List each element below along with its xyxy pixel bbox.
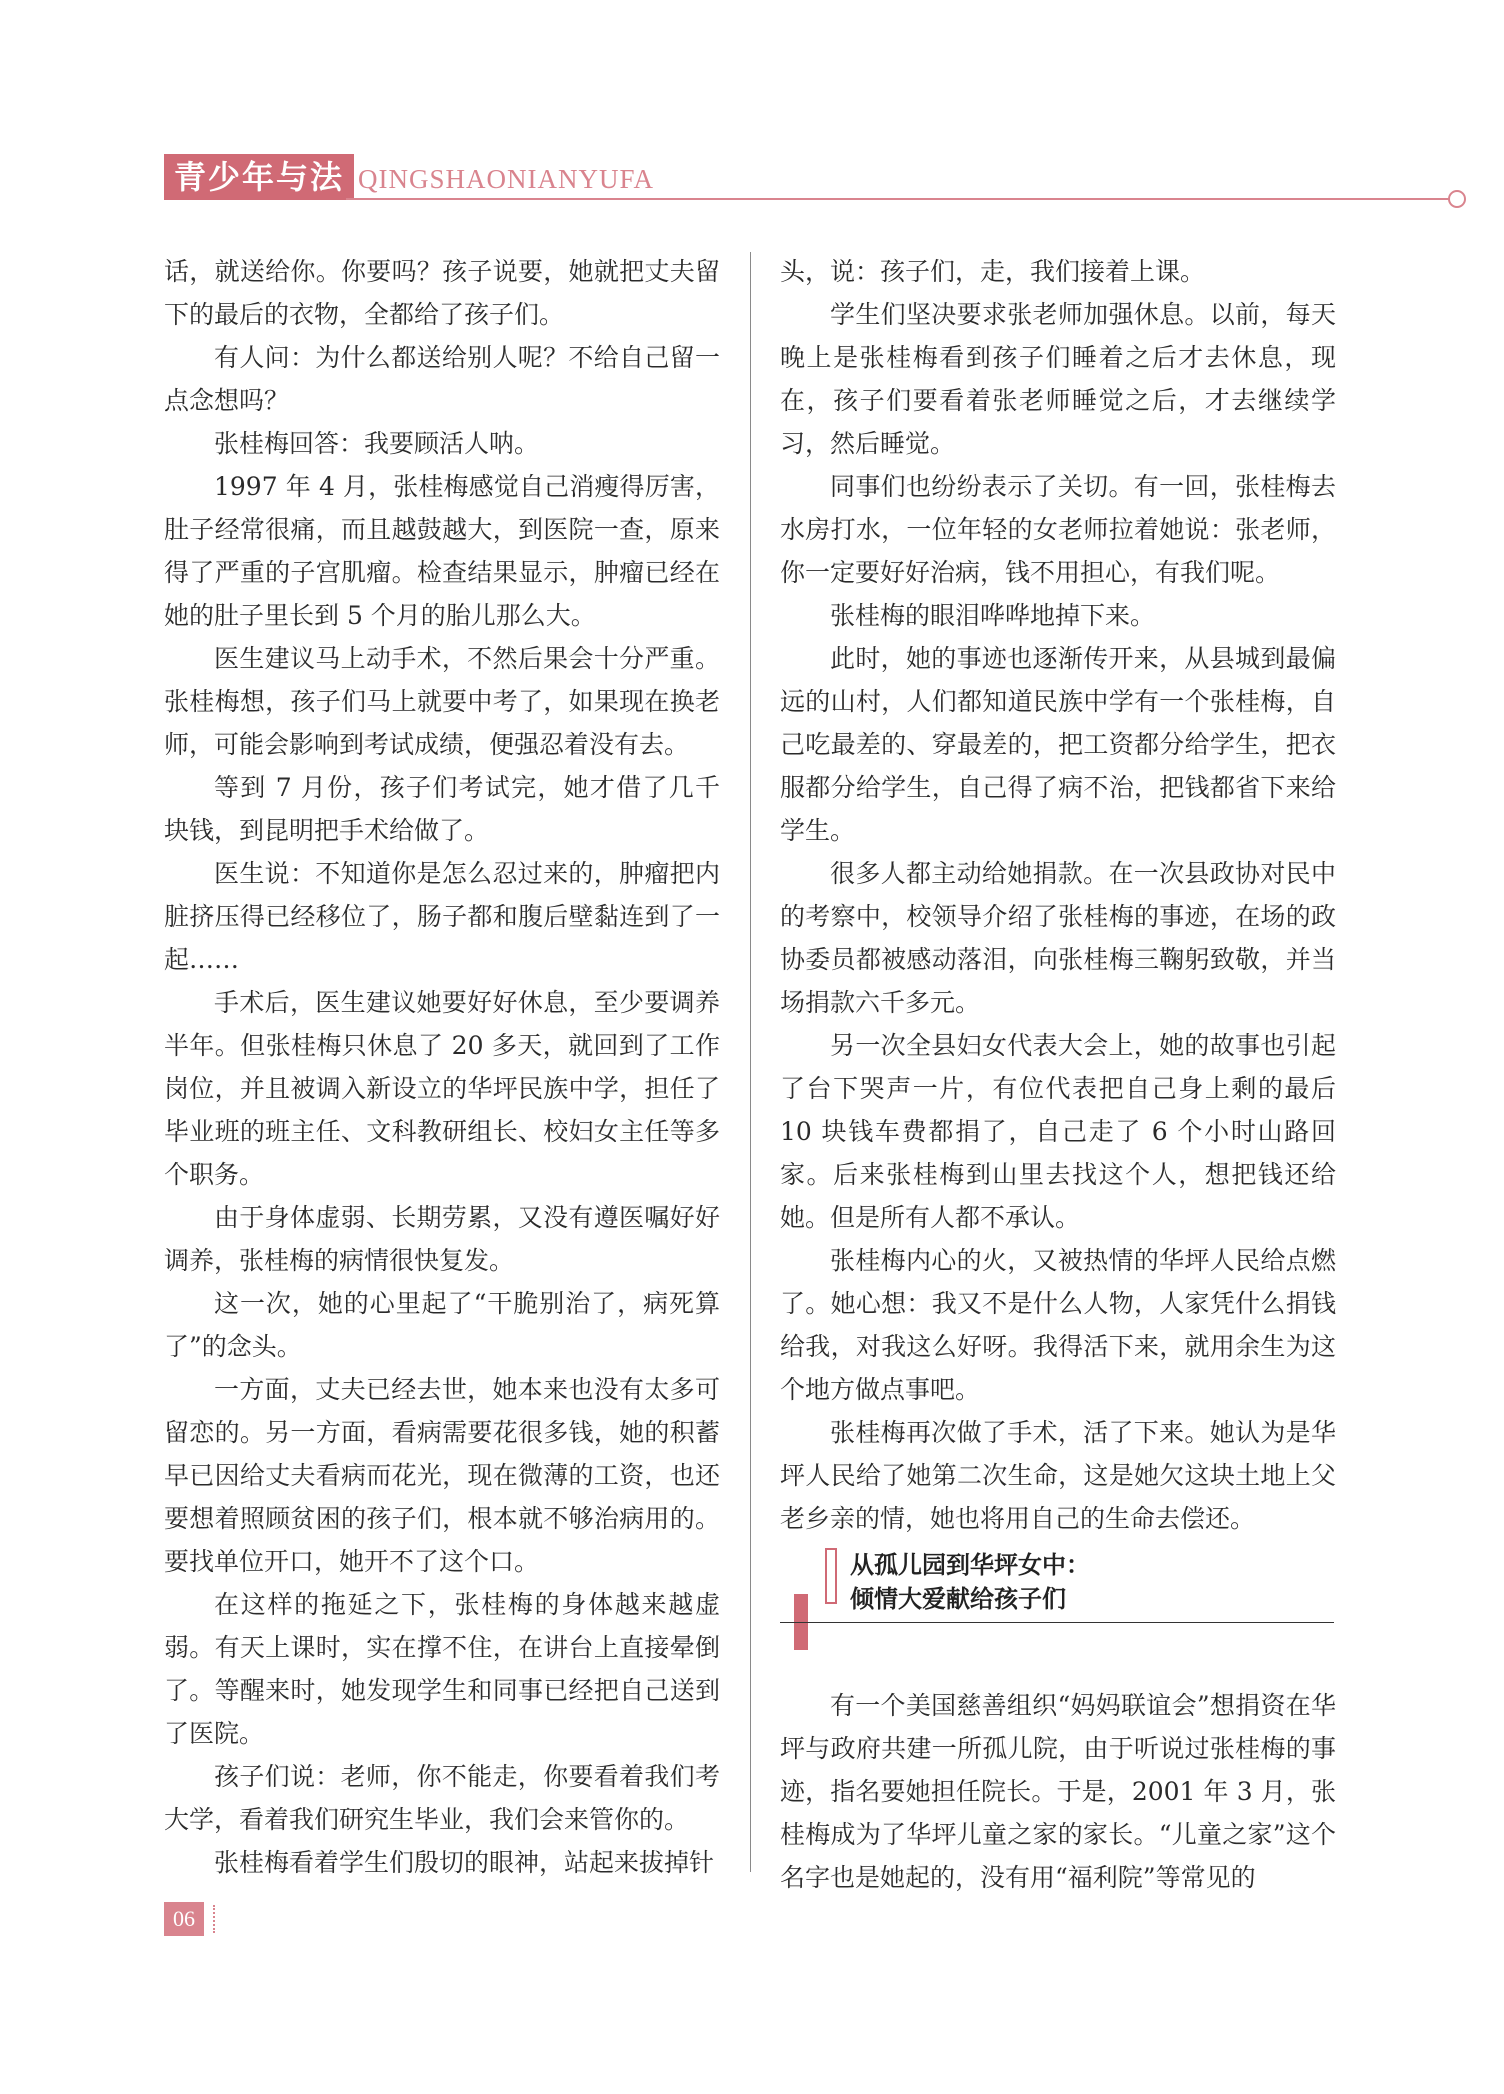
section-heading <box>780 1546 1336 1656</box>
section-heading-rule <box>780 1622 1334 1623</box>
header-rule-end-circle <box>1448 190 1466 208</box>
paragraph: 话，就送给你。你要吗？孩子说要，她就把丈夫留下的最后的衣物，全都给了孩子们。 <box>164 257 720 329</box>
paragraph: 医生说：不知道你是怎么忍过来的，肿瘤把内脏挤压得已经移位了，肠子都和腹后壁黏连到了一起…… <box>164 859 720 974</box>
paragraph: 头，说：孩子们，走，我们接着上课。 <box>780 257 1206 286</box>
page-number: 06 <box>164 1902 204 1936</box>
paragraph: 有一个美国慈善组织“妈妈联谊会”想捐资在华坪与政府共建一所孤儿院，由于听说过张桂梅的事迹，指名要她担任院长。于是，2001 年 3 月，张桂梅成为了华坪儿童之家的家长。“儿童之家”这个名字也是她起的，没有用“福利院”等常见的 <box>780 1691 1336 1892</box>
left-column <box>164 250 720 1884</box>
paragraph: 一方面，丈夫已经去世，她本来也没有太多可留恋的。另一方面，看病需要花很多钱，她的积蓄早已因给丈夫看病而花光，现在微薄的工资，也还要想着照顾贫困的孩子们，根本就不够治病用的。要找单位开口，她开不了这个口。 <box>164 1375 720 1576</box>
paragraph: 1997 年 4 月，张桂梅感觉自己消瘦得厉害，肚子经常很痛，而且越鼓越大，到医院一查，原来得了严重的子宫肌瘤。检查结果显示，肿瘤已经在她的肚子里长到 5 个月的胎儿那么大。 <box>164 472 720 630</box>
right-column <box>780 250 1336 1899</box>
paragraph: 张桂梅的眼泪哗哗地掉下来。 <box>830 601 1156 630</box>
section-heading-title <box>850 1548 1090 1616</box>
section-heading-line-1: 从孤儿园到华坪女中： <box>850 1551 1090 1579</box>
column-divider <box>750 252 751 1872</box>
paragraph: 张桂梅再次做了手术，活了下来。她认为是华坪人民给了她第二次生命，这是她欠这块土地上父老乡亲的情，她也将用自己的生命去偿还。 <box>780 1418 1336 1533</box>
paragraph: 很多人都主动给她捐款。在一次县政协对民中的考察中，校领导介绍了张桂梅的事迹，在场的政协委员都被感动落泪，向张桂梅三鞠躬致敬，并当场捐款六千多元。 <box>780 859 1336 1017</box>
paragraph: 孩子们说：老师，你不能走，你要看着我们考大学，看着我们研究生毕业，我们会来管你的。 <box>164 1762 720 1834</box>
paragraph: 张桂梅回答：我要顾活人呐。 <box>214 429 540 458</box>
paragraph: 这一次，她的心里起了“干脆别治了，病死算了”的念头。 <box>164 1289 720 1361</box>
page-number-dotted-mark <box>213 1905 215 1933</box>
magazine-title-pinyin: QINGSHAONIANYUFA <box>358 164 654 194</box>
paragraph: 手术后，医生建议她要好好休息，至少要调养半年。但张桂梅只休息了 20 多天，就回到了工作岗位，并且被调入新设立的华坪民族中学，担任了毕业班的班主任、文科教研组长、校妇女主任等多个职务。 <box>164 988 720 1189</box>
paragraph: 张桂梅看着学生们殷切的眼神，站起来拔掉针 <box>214 1848 715 1877</box>
paragraph: 同事们也纷纷表示了关切。有一回，张桂梅去水房打水，一位年轻的女老师拉着她说：张老师，你一定要好好治病，钱不用担心，有我们呢。 <box>780 472 1336 587</box>
page-header <box>164 154 1304 206</box>
paragraph: 等到 7 月份，孩子们考试完，她才借了几千块钱，到昆明把手术给做了。 <box>164 773 720 845</box>
magazine-title: 青少年与法 <box>164 154 354 200</box>
paragraph: 另一次全县妇女代表大会上，她的故事也引起了台下哭声一片，有位代表把自己身上剩的最后 10 块钱车费都捐了，自己走了 6 个小时山路回家。后来张桂梅到山里去找这个人，想把钱还给她。但是所有人都不承认。 <box>780 1031 1336 1232</box>
paragraph: 张桂梅内心的火，又被热情的华坪人民给点燃了。她心想：我又不是什么人物，人家凭什么捐钱给我，对我这么好呀。我得活下来，就用余生为这个地方做点事吧。 <box>780 1246 1336 1404</box>
section-heading-outline-bar <box>825 1548 837 1604</box>
paragraph: 有人问：为什么都送给别人呢？不给自己留一点念想吗？ <box>164 343 720 415</box>
paragraph: 学生们坚决要求张老师加强休息。以前，每天晚上是张桂梅看到孩子们睡着之后才去休息，现在，孩子们要看着张老师睡觉之后，才去继续学习，然后睡觉。 <box>780 300 1336 458</box>
section-heading-line-2: 倾情大爱献给孩子们 <box>850 1585 1066 1613</box>
paragraph: 此时，她的事迹也逐渐传开来，从县城到最偏远的山村，人们都知道民族中学有一个张桂梅，自己吃最差的、穿最差的，把工资都分给学生，把衣服都分给学生，自己得了病不治，把钱都省下来给学生。 <box>780 644 1336 845</box>
paragraph: 医生建议马上动手术，不然后果会十分严重。张桂梅想，孩子们马上就要中考了，如果现在换老师，可能会影响到考试成绩，便强忍着没有去。 <box>164 644 720 759</box>
header-rule <box>346 198 1456 200</box>
paragraph: 由于身体虚弱、长期劳累，又没有遵医嘱好好调养，张桂梅的病情很快复发。 <box>164 1203 720 1275</box>
paragraph: 在这样的拖延之下，张桂梅的身体越来越虚弱。有天上课时，实在撑不住，在讲台上直接晕倒了。等醒来时，她发现学生和同事已经把自己送到了医院。 <box>164 1590 720 1748</box>
